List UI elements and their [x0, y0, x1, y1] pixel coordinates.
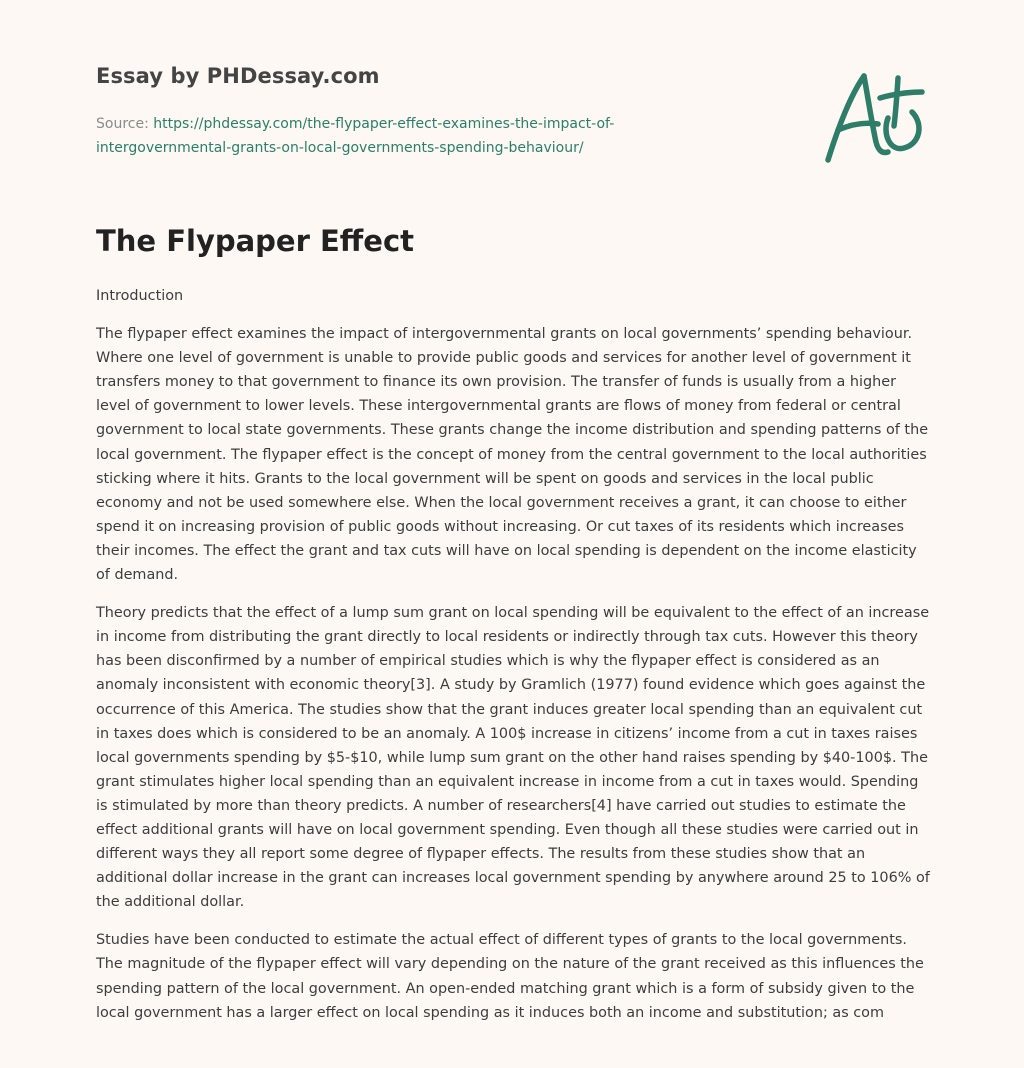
section-label: Introduction — [96, 288, 184, 304]
paragraph-1: The flypaper effect examines the impact of intergovernmental grants on local governments’ spending behaviour. Where one level of government is unable to provide public goods and services for another level of government it transfers money to that government to finance its own provision. The transfer of funds is usually from a higher level of government to lower levels. These intergovernmental grants are flows of money from federal or central government to local state governments. These grants change the income distribution and spending patterns of the local government. The flypaper effect is the concept of money from the central government to the local authorities sticking where it hits. Grants to the local government will be spent on goods and services in the local public economy and not be used somewhere else. When the local government receives a grant, it can choose to either spend it on increasing provision of public goods without increasing. Or cut taxes of its residents which increases their incomes. The effect the grant and tax cuts will have on local spending is dependent on the income elasticity of demand. — [96, 326, 929, 584]
a-plus-grade-icon — [820, 68, 930, 168]
a-letter-left-stroke — [828, 76, 864, 160]
plus-vertical-stroke — [894, 78, 898, 126]
plus-horizontal-stroke — [880, 92, 922, 98]
a-letter-right-stroke — [864, 76, 888, 153]
site-title: Essay by PHDessay.com — [96, 64, 380, 88]
source-link-line-2: intergovernmental-grants-on-local-governments-spending-behaviour/ — [96, 140, 584, 156]
source-link-line-1: https://phdessay.com/the-flypaper-effect-examines-the-impact-of- — [153, 116, 615, 132]
paragraph-2: Theory predicts that the effect of a lump sum grant on local spending will be equivalent to the effect of an increase in income from distributing the grant directly to local residents or indirectly through tax cuts. However this theory has been disconfirmed by a number of empirical studies which is why the flypaper effect is considered as an anomaly inconsistent with economic theory[3]. A study by Gramlich (1977) found evidence which goes against the occurrence of this America. The studies show that the grant induces greater local spending than an equivalent cut in taxes does which is considered to be an anomaly. A 100$ increase in citizens’ income from a cut in taxes raises local governments spending by $5-$10, while lump sum grant on the other hand raises spending by $40-100$. The grant stimulates higher local spending than an equivalent increase in income from a cut in taxes would. Spending is stimulated by more than theory predicts. A number of researchers[4] have carried out studies to estimate the effect additional grants will have on local government spending. Even though all these studies were carried out in different ways they all report some degree of flypaper effects. The results from these studies show that an additional dollar increase in the grant can increases local government spending by anywhere around 25 to 106% of the additional dollar. — [96, 605, 930, 911]
source-link[interactable] — [96, 116, 614, 156]
plus-loop-stroke — [886, 112, 919, 149]
essay-title: The Flypaper Effect — [96, 224, 415, 258]
source-label: Source: — [96, 116, 149, 132]
source-line — [96, 112, 736, 160]
essay-body — [96, 284, 932, 1039]
paragraph-3: Studies have been conducted to estimate the actual effect of different types of grants to the local governments. The magnitude of the flypaper effect will vary depending on the nature of the grant received as this influences the spending pattern of the local government. An open-ended matching grant which is a form of subsidy given to the local government has a larger effect on local spending as it induces both an income and substitution; as com — [96, 932, 924, 1021]
